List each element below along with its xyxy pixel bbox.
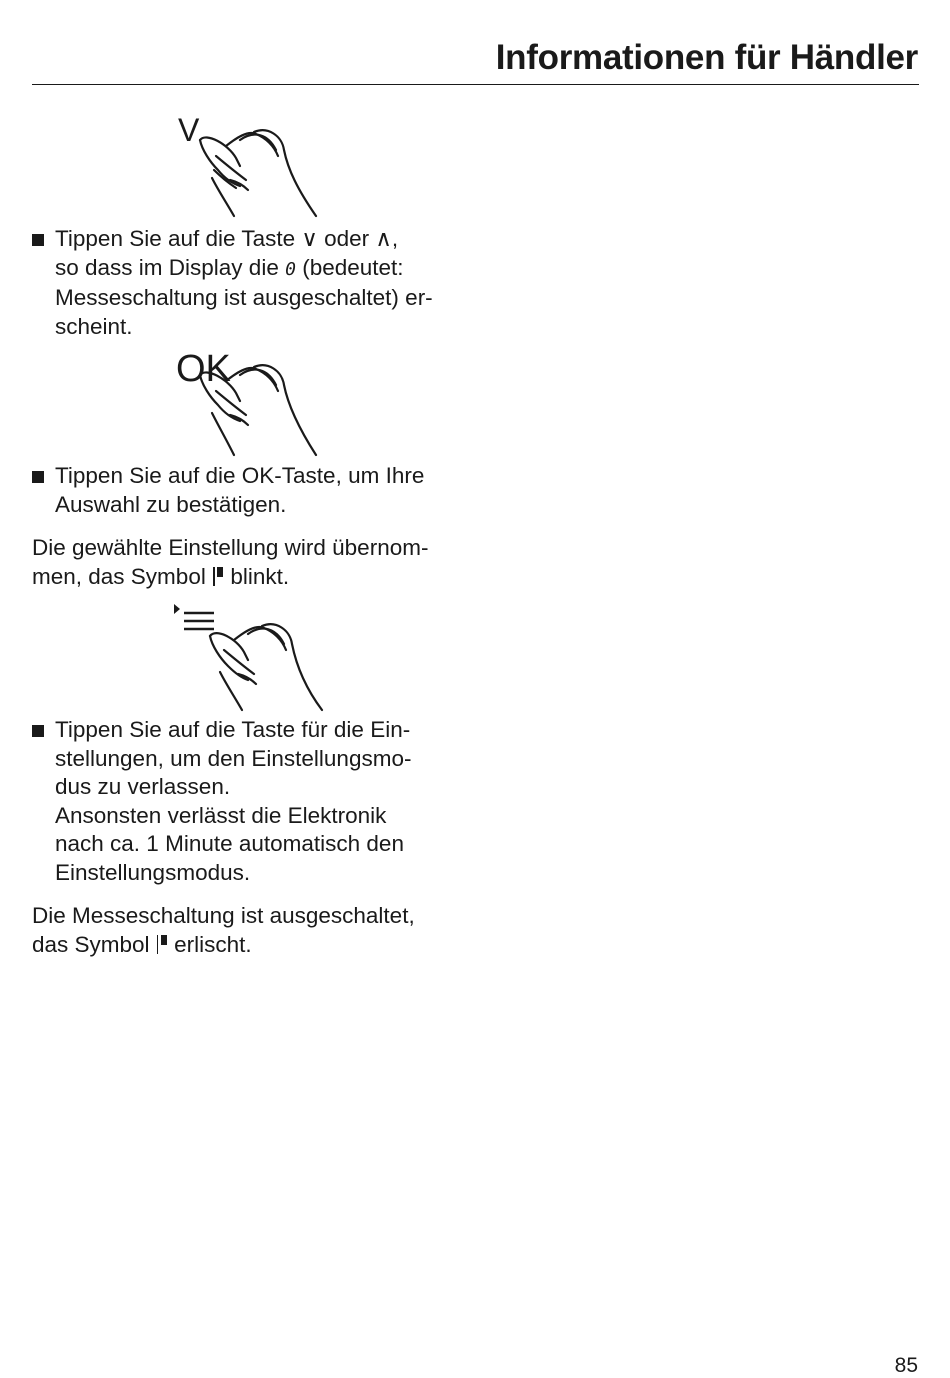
down-key-label: V bbox=[178, 112, 200, 148]
paragraph-2-line-2: das Symbol erlischt. bbox=[32, 931, 252, 957]
ok-key-illustration bbox=[170, 345, 330, 462]
hand-pressing-down-key-icon bbox=[170, 108, 330, 218]
step-1-line-3: Messeschaltung ist ausgeschaltet) er- bbox=[55, 285, 433, 311]
paragraph-1-line-2: men, das Symbol blinkt. bbox=[32, 563, 290, 589]
step-3-line-6: Einstellungsmodus. bbox=[55, 859, 251, 885]
step-3-line-1: Tippen Sie auf die Taste für die Ein- bbox=[55, 717, 411, 742]
hand-pressing-settings-key-icon bbox=[170, 600, 330, 712]
page-title: Informationen für Händler bbox=[495, 38, 918, 77]
bullet-square-icon bbox=[32, 471, 44, 483]
settings-menu-icon bbox=[174, 604, 214, 629]
down-key-illustration bbox=[170, 108, 330, 223]
bullet-square-icon bbox=[32, 725, 44, 737]
step-3-line-4: Ansonsten verlässt die Elektronik bbox=[55, 802, 387, 828]
measurement-symbol-icon bbox=[212, 566, 224, 586]
step-2-line-1: Tippen Sie auf die OK-Taste, um Ihre bbox=[55, 463, 425, 488]
hand-pressing-ok-key-icon bbox=[170, 345, 330, 457]
step-1-line-1: Tippen Sie auf die Taste ∨ oder ∧, bbox=[55, 226, 399, 251]
step-1-line-2: so dass im Display die 0 (bedeutet: bbox=[55, 254, 404, 280]
display-zero-symbol: 0 bbox=[285, 258, 296, 280]
step-3-line-2: stellungen, um den Einstellungsmo- bbox=[55, 745, 412, 771]
step-3 bbox=[32, 716, 472, 888]
settings-key-illustration bbox=[170, 600, 330, 717]
page-number: 85 bbox=[894, 1354, 918, 1377]
paragraph-measurement-off bbox=[32, 902, 472, 959]
step-1-line-4: scheint. bbox=[55, 313, 133, 339]
step-3-line-3: dus zu verlassen. bbox=[55, 774, 231, 800]
measurement-symbol-icon bbox=[156, 934, 168, 954]
step-2-line-2: Auswahl zu bestätigen. bbox=[55, 491, 287, 517]
step-3-line-5: nach ca. 1 Minute automatisch den bbox=[55, 831, 404, 857]
paragraph-1-line-1: Die gewählte Einstellung wird übernom- bbox=[32, 535, 429, 560]
header-divider bbox=[32, 84, 919, 85]
step-1 bbox=[32, 225, 472, 341]
paragraph-2-line-1: Die Messeschaltung ist ausgeschaltet, bbox=[32, 903, 415, 928]
bullet-square-icon bbox=[32, 234, 44, 246]
paragraph-setting-applied bbox=[32, 534, 472, 591]
step-2 bbox=[32, 462, 472, 519]
ok-key-label: OK bbox=[176, 348, 231, 390]
